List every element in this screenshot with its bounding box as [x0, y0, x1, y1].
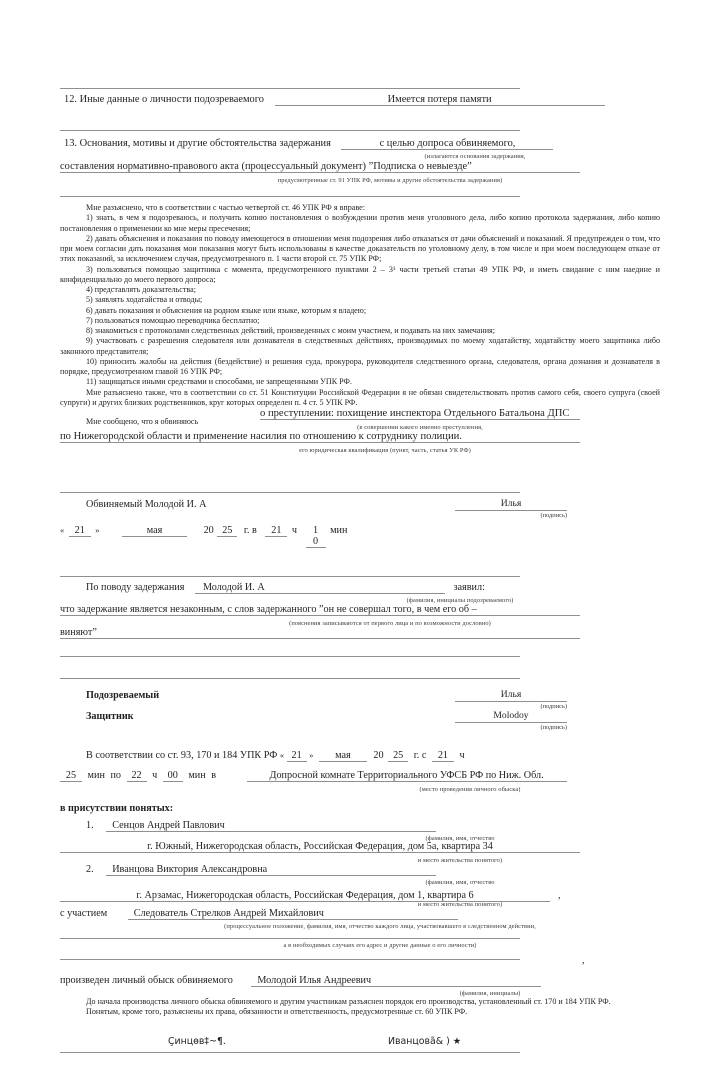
blank-line-2[interactable]	[60, 678, 520, 679]
witness-2-name-caption: (фамилия, имя, отчество	[425, 879, 495, 886]
item13-value-line2-wrap	[60, 161, 580, 173]
statement-label: По поводу задержания	[86, 582, 185, 593]
search-from-minute[interactable]: 25	[60, 770, 82, 782]
charge-label: Мне сообщено, что я обвиняюсь	[86, 417, 199, 426]
search-minute-unit: мин	[87, 770, 105, 781]
rights-item-4: 4) представлять доказательства;	[86, 285, 196, 294]
statement-caption1: (фамилия, инициалы подозреваемого)	[406, 597, 514, 604]
search-v: в	[211, 770, 217, 781]
search-place[interactable]: Допросной комнате Территориального УФСБ РФ по Ниж. Обл.	[247, 770, 567, 782]
item13-value-line1[interactable]: с целью допроса обвиняемого,	[341, 138, 553, 150]
accused-signature-block	[455, 498, 567, 519]
search-performed-caption: (фамилия, инициалы)	[459, 990, 521, 997]
participants-trailing-comma: ,	[582, 955, 585, 966]
blank-line-1[interactable]	[60, 656, 520, 657]
date-hour-unit: ч	[291, 525, 297, 536]
date-hour[interactable]: 21	[265, 525, 287, 537]
field-item13	[64, 138, 553, 150]
search-to-minute[interactable]: 00	[163, 770, 183, 782]
rights-item-2: 2) давать объяснения и показания по поводу имеющегося в отношении меня подозрения либо отказаться от дачи объяснений и показаний. Я предупрежден о том, что при моем согласии дать показания мои показания могут быть использованы в качестве доказательств по уголовному делу, в том числе и при моем последующем отказе от этих показаний, за исключением случая, предусмотренного п. 1 части второй ст. 75 УПК РФ;	[60, 233, 660, 264]
date-minute-unit: мин	[330, 525, 348, 536]
rights-body	[60, 203, 660, 408]
defender-label: Защитник	[86, 711, 134, 722]
statement-row	[86, 582, 485, 594]
witness-1-address-wrap	[60, 841, 580, 853]
item13-caption2: предусмотренные ст. 91 УПК РФ, мотивы и другие обстоятельства задержания)	[277, 177, 503, 184]
search-clause-line2	[60, 770, 567, 782]
closing-signature-right[interactable]: Иванцовã& ) ★	[388, 1036, 462, 1047]
accused-label: Обвиняемый Молодой И. А	[86, 499, 207, 510]
suspect-signature-caption: (подпись)	[540, 702, 567, 710]
witness-1-name[interactable]: Сенцов Андрей Павлович	[106, 820, 436, 832]
statement-line2[interactable]: виняют”	[60, 627, 580, 639]
item13-label: 13. Основания, мотивы и другие обстоятельства задержания	[64, 138, 331, 149]
divider-accused-top	[60, 492, 520, 493]
witness-1-address[interactable]: г. Южный, Нижегородская область, Российская Федерация, дом 5а, квартира 34	[60, 841, 580, 853]
date-minute-second[interactable]: 0	[306, 536, 326, 548]
date-minute-wrap	[306, 525, 326, 548]
date-minute-first[interactable]: 1	[313, 525, 319, 536]
participants-value[interactable]: Следователь Стрелков Андрей Михайлович	[128, 908, 458, 920]
search-performed-row	[60, 975, 541, 987]
search-hour-unit: ч	[459, 750, 465, 761]
date-year-suffix: г. в	[243, 525, 257, 536]
charge-value-line1-wrap	[260, 408, 580, 420]
witness-2-row	[86, 864, 436, 876]
search-open-quote: «	[279, 751, 285, 760]
search-from-hour[interactable]: 21	[432, 750, 454, 762]
defender-signature-caption: (подпись)	[540, 723, 567, 731]
divider-rights-top	[60, 196, 520, 197]
date-day[interactable]: 21	[69, 525, 91, 537]
participants-row	[60, 908, 458, 920]
witnesses-heading: в присутствии понятых:	[60, 803, 174, 814]
item12-value[interactable]: Имеется потеря памяти	[275, 94, 605, 106]
closing-body	[60, 997, 660, 1018]
search-month[interactable]: мая	[319, 750, 367, 762]
accused-date-row	[60, 525, 347, 548]
suspect-signature-name[interactable]: Илья	[500, 689, 522, 700]
accused-signature-caption: (подпись)	[540, 511, 567, 519]
rights-item-3: 3) пользоваться помощью защитника с момента, предусмотренного пунктами 2 – 3¹ части третьей статьи 49 УПК РФ, и иметь свидание с ним наедине и конфиденциально до моего первого допроса;	[60, 264, 660, 284]
witness-2-address-caption: и место жительства понятого)	[417, 901, 503, 908]
witness-1-row	[86, 820, 436, 832]
participants-label: с участием	[60, 908, 108, 919]
witness-1-name-caption: (фамилия, имя, отчество	[425, 835, 495, 842]
item13-value-line2[interactable]: составления нормативно-правового акта (процессуальный документ) ”Подписка о невыезде”	[60, 161, 580, 173]
search-to-hour[interactable]: 22	[127, 770, 147, 782]
document-page	[60, 0, 660, 1073]
defender-signature-name[interactable]: Molodoy	[493, 710, 529, 721]
statement-name[interactable]: Молодой И. А	[195, 582, 445, 594]
witness-2-num: 2.	[86, 864, 94, 875]
rights-item-8: 8) знакомиться с протоколами следственных действий, произведенных с моим участием, и подавать на них замечания;	[86, 326, 496, 335]
date-open-quote: «	[60, 526, 65, 535]
statement-after: заявил:	[453, 582, 485, 593]
rights-item-7: 7) пользоваться помощью переводчика бесплатно;	[86, 315, 260, 325]
rights-item-5: 5) заявлять ходатайства и отводы;	[86, 295, 203, 305]
closing-para1: До начала производства личного обыска обвиняемого и другим участникам разъяснен порядок его производства, установленный ст. 170 и 184 УПК РФ.	[86, 997, 611, 1006]
suspect-signature-block	[455, 689, 567, 710]
participants-caption2: а в необходимых случаях его адрес и другие данные о его личности)	[283, 942, 477, 949]
rights-item-11: 11) защищаться иными средствами и способами, не запрещенными УПК РФ.	[86, 377, 352, 387]
charge-caption2: его юридическая квалификация (пункт, часть, статья УК РФ)	[299, 447, 471, 454]
item13-caption1: (излагаются основания задержания,	[424, 153, 526, 160]
suspect-label: Подозреваемый	[86, 690, 160, 701]
statement-line1[interactable]: что задержание является незаконным, с слов задержанного ”он не совершал того, в чем его об –	[60, 604, 580, 616]
participants-blank-line-2[interactable]	[60, 959, 520, 960]
participants-blank-line[interactable]	[60, 938, 520, 939]
search-year[interactable]: 25	[388, 750, 408, 762]
search-year-suffix: г. с	[413, 750, 427, 761]
closing-para2: Понятым, кроме того, разъяснены их права, обязанности и ответственность, предусмотренные ст. 60 УПК РФ.	[86, 1007, 468, 1017]
date-month[interactable]: мая	[122, 525, 187, 537]
witness-2-trailing-comma: ,	[558, 890, 561, 901]
search-place-caption: (место проведения личного обыска)	[419, 786, 521, 793]
date-close-quote: »	[95, 526, 100, 535]
closing-signature-left[interactable]: Ҫинцөв‡~¶.	[168, 1036, 226, 1047]
witness-2-name[interactable]: Иванцова Виктория Александровна	[106, 864, 436, 876]
field-item12	[64, 94, 605, 106]
charge-row	[86, 411, 198, 429]
search-year-prefix: 20	[373, 750, 384, 761]
witness-1-address-caption: и место жительства понятого)	[417, 857, 503, 864]
closing-signature-line	[60, 1052, 520, 1053]
rights-item-6: 6) давать показания и объяснения на родном языке или языке, которым я владею;	[86, 305, 367, 315]
divider-item12-bottom	[60, 130, 520, 131]
date-year[interactable]: 25	[217, 525, 237, 537]
divider-statement-top	[60, 576, 520, 577]
witness-2-address[interactable]: г. Арзамас, Нижегородская область, Российская Федерация, дом 1, квартира 6	[60, 890, 550, 902]
rights-const51: Мне разъяснено также, что в соответствии со ст. 51 Конституции Российской Федерации я не обязан свидетельствовать против самого себя, своего супруга (своей супруги) и других близких родственников, круг которых определен п. 4 ст. 5 УПК РФ.	[60, 387, 660, 407]
search-to-minute-unit: мин	[188, 770, 206, 781]
search-po: по	[110, 770, 121, 781]
search-performed-value[interactable]: Молодой Илья Андреевич	[251, 975, 541, 987]
search-clause-line1	[86, 750, 465, 762]
rights-intro: Мне разъяснено, что в соответствии с частью четвертой ст. 46 УПК РФ я вправе:	[86, 203, 365, 212]
accused-signature-name[interactable]: Илья	[500, 498, 522, 509]
item12-label: 12. Иные данные о личности подозреваемого	[64, 94, 264, 105]
participants-caption1: (процессуальное положение, фамилия, имя, отчество каждого лица, участвовавшего в следственном действии,	[224, 923, 536, 930]
rights-item-10: 10) приносить жалобы на действия (бездействие) и решения суда, прокурора, руководителя следственного органа, следователя, органа дознания и дознавателя в порядке, предусмотренном главой 16 УПК РФ;	[60, 356, 660, 376]
search-clause-prefix: В соответствии со ст. 93, 170 и 184 УПК РФ	[86, 750, 278, 761]
rights-item-1: 1) знать, в чем я подозреваюсь, и получить копию постановления о возбуждении против меня уголовного дела, либо копию протокола задержания, либо копию постановления о применении ко мне меры пресечения;	[60, 213, 660, 233]
charge-value-line2[interactable]: по Нижегородской области и применение насилия по отношению к сотруднику полиции.	[60, 431, 580, 443]
date-year-prefix: 20	[203, 525, 214, 536]
search-performed-label: произведен личный обыск обвиняемого	[60, 975, 233, 986]
charge-value-line2-wrap	[60, 431, 580, 443]
witness-1-num: 1.	[86, 820, 94, 831]
divider-top	[60, 88, 520, 89]
search-close-quote: »	[309, 751, 314, 760]
search-to-hour-unit: ч	[152, 770, 158, 781]
search-day[interactable]: 21	[287, 750, 307, 762]
rights-item-9: 9) участвовать с разрешения следователя или дознавателя в следственных действиях, производимых по моему ходатайству, ходатайству моего защитника либо законного представителя;	[60, 336, 660, 356]
statement-caption2: (пояснения записываются от первого лица и по возможности дословно)	[289, 620, 491, 627]
defender-signature-block	[455, 710, 567, 731]
statement-line2-wrap	[60, 627, 580, 639]
statement-line1-wrap	[60, 604, 580, 616]
charge-caption1: (в совершении какого именно преступления,	[357, 424, 483, 431]
charge-value-line1[interactable]: о преступлении: похищение инспектора Отдельного Батальона ДПС	[260, 408, 580, 420]
